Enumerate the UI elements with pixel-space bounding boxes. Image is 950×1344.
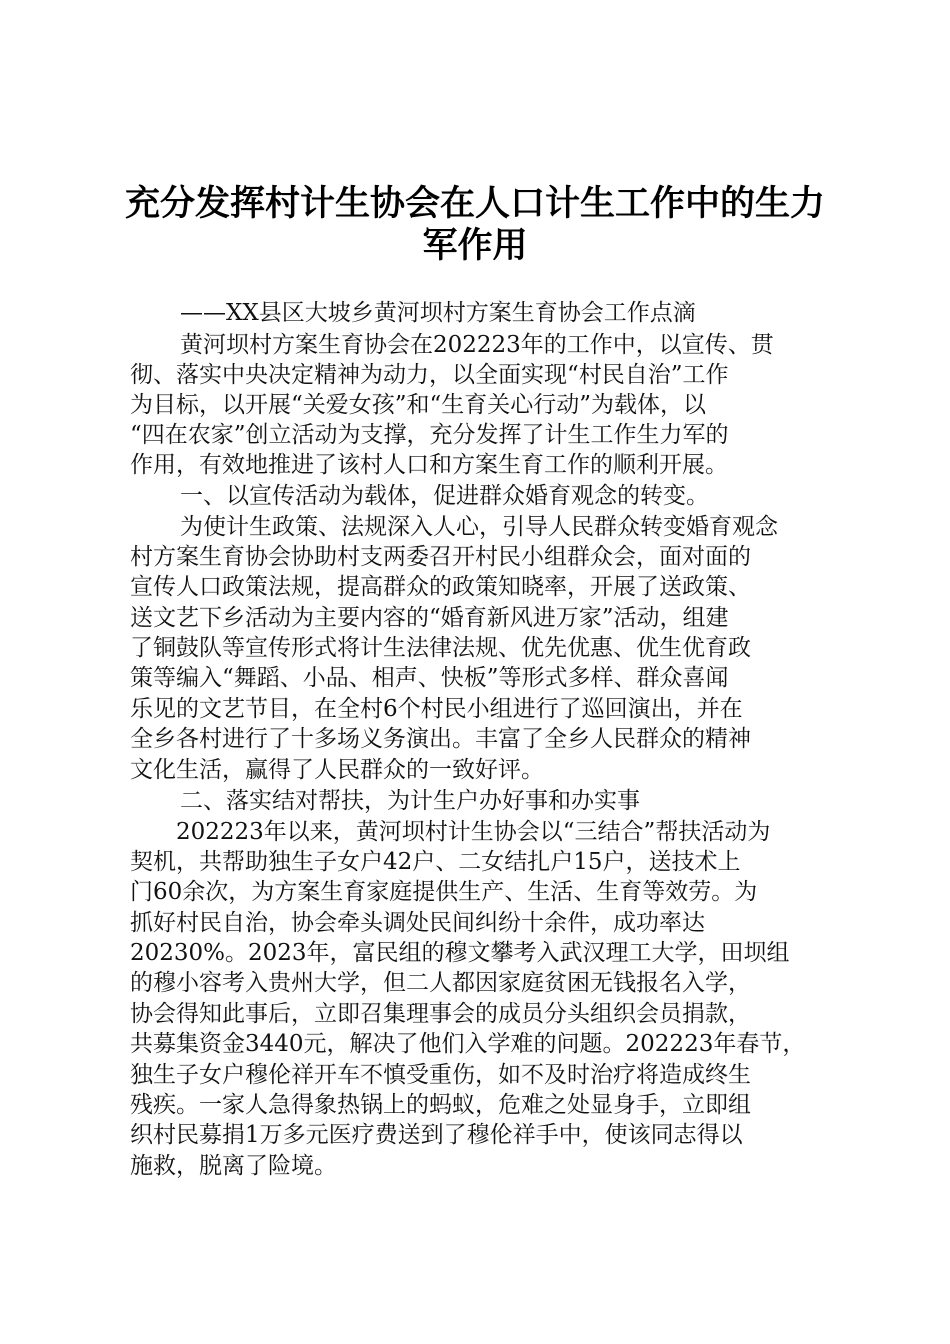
paragraph-line: 独生子女户穆伦祥开车不慎受重伤，如不及时治疗将造成终生 <box>130 1062 751 1088</box>
paragraph-line: 的穆小容考入贵州大学，但二人都因家庭贫困无钱报名入学， <box>130 970 751 996</box>
paragraph-line: 送文艺下乡活动为主要内容的“婚育新风进万家”活动，组建 <box>130 605 729 631</box>
paragraph-line: 抓好村民自治，协会牵头调处民间纠纷十余件，成功率达 <box>130 910 705 936</box>
document-title-line-1: 充分发挥村计生协会在人口计生工作中的生力 <box>124 184 825 224</box>
paragraph-line: 施救，脱离了险境。 <box>130 1153 337 1179</box>
paragraph-line: 宣传人口政策法规，提高群众的政策知晓率，开展了送政策、 <box>130 574 751 600</box>
paragraph-line: 乐见的文艺节目，在全村6个村民小组进行了巡回演出，并在 <box>130 696 743 722</box>
section-heading: 二、落实结对帮扶，为计生户办好事和办实事 <box>180 788 640 814</box>
paragraph-line: 门60余次，为方案生育家庭提供生产、生活、生育等效劳。为 <box>130 879 758 905</box>
paragraph-line: 共募集资金3440元，解决了他们入学难的问题。202223年春节， <box>130 1031 806 1057</box>
paragraph-line: 作用，有效地推进了该村人口和方案生育工作的顺利开展。 <box>130 452 728 478</box>
document-subtitle: ——XX县区大坡乡黄河坝村方案生育协会工作点滴 <box>180 300 696 326</box>
paragraph-line: 协会得知此事后，立即召集理事会的成员分头组织会员捐款， <box>130 1001 751 1027</box>
paragraph-line: 黄河坝村方案生育协会在202223年的工作中，以宣传、贯 <box>180 332 774 358</box>
paragraph-line: 全乡各村进行了十多场义务演出。丰富了全乡人民群众的精神 <box>130 726 751 752</box>
paragraph-line: 策等编入“舞蹈、小品、相声、快板”等形式多样、群众喜闻 <box>130 665 729 691</box>
paragraph-line: 为目标，以开展“关爱女孩”和“生育关心行动”为载体，以 <box>130 392 707 418</box>
section-heading: 一、以宣传活动为载体，促进群众婚育观念的转变。 <box>180 483 709 509</box>
paragraph-line: 村方案生育协会协助村支两委召开村民小组群众会，面对面的 <box>130 544 751 570</box>
paragraph-line: 20230%。2023年，富民组的穆文攀考入武汉理工大学，田坝组 <box>130 940 790 966</box>
paragraph-line: “四在农家”创立活动为支撑，充分发挥了计生工作生力军的 <box>130 422 729 448</box>
document-title-line-2: 军作用 <box>422 226 528 266</box>
paragraph-line: 文化生活，赢得了人民群众的一致好评。 <box>130 757 544 783</box>
paragraph-line: 彻、落实中央决定精神为动力，以全面实现“村民自治”工作 <box>130 362 729 388</box>
paragraph-line: 202223年以来，黄河坝村计生协会以“三结合”帮扶活动为 <box>176 819 771 845</box>
paragraph-line: 残疾。一家人急得象热锅上的蚂蚁，危难之处显身手，立即组 <box>130 1092 751 1118</box>
paragraph-line: 织村民募捐1万多元医疗费送到了穆伦祥手中，使该同志得以 <box>130 1122 743 1148</box>
paragraph-line: 为使计生政策、法规深入人心，引导人民群众转变婚育观念 <box>180 514 778 540</box>
paragraph-line: 契机，共帮助独生子女户42户、二女结扎户15户，送技术上 <box>130 849 741 875</box>
paragraph-line: 了铜鼓队等宣传形式将计生法律法规、优先优惠、优生优育政 <box>130 635 751 661</box>
